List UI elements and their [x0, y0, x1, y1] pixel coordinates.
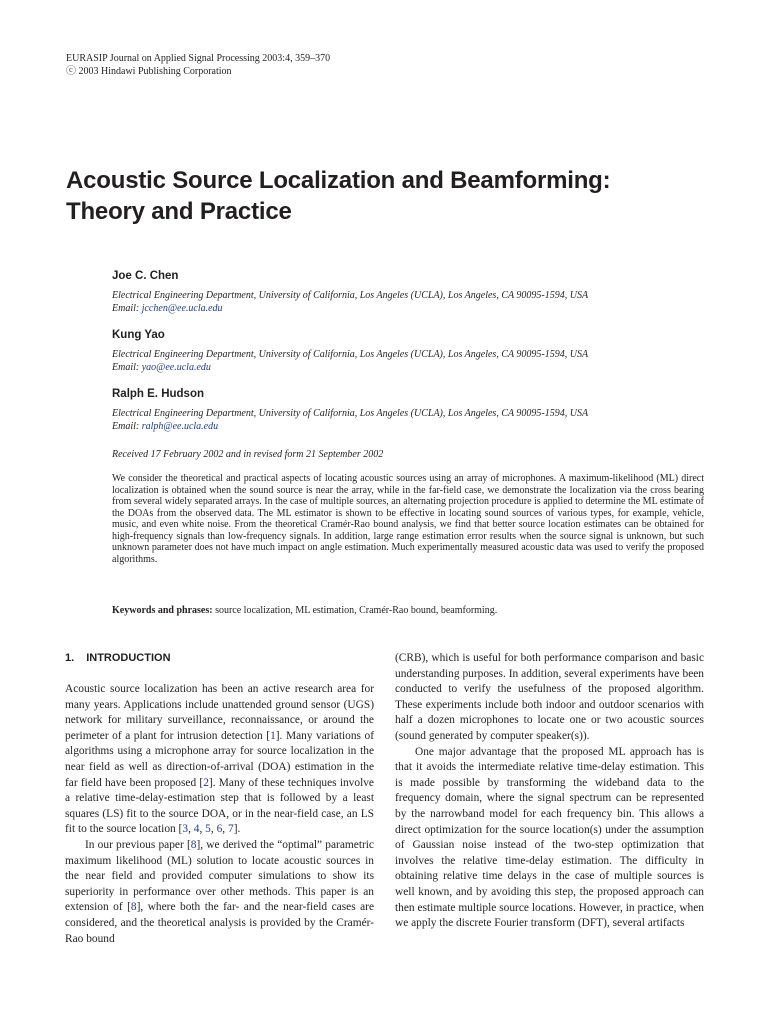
intro-paragraph-3: (CRB), which is useful for both performance comparison and basic understanding purposes. In addition, several experiments have been conducted to verify the usefulness of the proposed algorithm. These experiments include both indoor and outdoor scenarios with half a dozen microphones to locate one or two acoustic sources (sound generated by computer speaker(s)).	[395, 652, 704, 742]
citation-link[interactable]: 8	[130, 901, 137, 914]
text-run: In our previous paper [	[85, 838, 191, 851]
author-affiliation: Electrical Engineering Department, University of California, Los Angeles (UCLA), Los Angeles, CA 90095-1594, USA	[112, 408, 589, 419]
author-email-link[interactable]: ralph@ee.ucla.edu	[141, 420, 219, 432]
abstract: We consider the theoretical and practical aspects of locating acoustic sources using an array of microphones. A maximum-likelihood (ML) direct localization is obtained when the sound source is near the array, while in the far-field case, we demonstrate the localization via the cross bearing from several widely separated arrays. In the case of multiple sources, an alternating projection procedure is applied to determine the ML estimate of the DOAs from the observed data. The ML estimator is shown to be effective in locating sound sources of various types, for example, vehicle, music, and even white noise. From the theoretical Cramér-Rao bound analysis, we find that better source location estimates can be obtained for high-frequency signals than low-frequency signals. In addition, large range estimation error results when the source signal is unknown, but such unknown parameter does not have much impact on angle estimation. Much experimentally measured acoustic data was used to verify the proposed algorithms.	[112, 473, 704, 565]
author-name: Ralph E. Hudson	[112, 388, 204, 400]
section-heading	[65, 651, 374, 666]
author-block	[112, 387, 732, 433]
right-column	[395, 651, 704, 932]
citation-link[interactable]: 3	[182, 823, 189, 836]
author-list	[112, 269, 732, 446]
email-label: Email:	[112, 302, 142, 314]
keywords	[112, 605, 704, 617]
keywords-text: source localization, ML estimation, Cramér-Rao bound, beamforming.	[212, 605, 498, 616]
text-run: ].	[233, 823, 241, 836]
text-run: ]. Many variations of algorithms using a microphone array for source localization in the near field as well as direction-of-arrival (DOA) estimation in the far field have been proposed [	[65, 729, 375, 789]
title-line-1: Acoustic Source Localization and Beamforming:	[66, 167, 611, 194]
paper-title	[66, 165, 706, 227]
author-block	[112, 328, 732, 374]
citation-link[interactable]: 6	[216, 823, 223, 836]
left-column	[65, 651, 374, 947]
author-email-line	[112, 303, 732, 316]
citation-link[interactable]: 1	[270, 729, 276, 742]
author-email-line	[112, 421, 732, 434]
section-number: 1.	[65, 652, 75, 664]
title-line-2: Theory and Practice	[66, 198, 292, 225]
author-block	[112, 269, 732, 315]
intro-paragraph-4: One major advantage that the proposed ML approach has is that it avoids the intermediate relative time-delay estimation. This is made possible by transforming the wideband data to the frequency domain, where the signal spectrum can be represented by the narrowband model for each frequency bin. This allows a direct optimization for the source location(s) under the assumption of Gaussian noise instead of the two-step optimization that involves the relative time-delay estimation. The difficulty in obtaining relative time delays in the case of multiple sources is well known, and by avoiding this step, the proposed approach can then estimate multiple source locations. However, in practice, when we apply the discrete Fourier transform (DFT), several artifacts	[395, 745, 704, 930]
author-name: Kung Yao	[112, 329, 165, 341]
citation-link[interactable]: 5	[205, 823, 211, 836]
citation-link[interactable]: 4	[193, 823, 200, 836]
journal-header	[66, 52, 330, 78]
email-label: Email:	[112, 361, 142, 373]
received-date: Received 17 February 2002 and in revised form 21 September 2002	[112, 449, 384, 460]
citation-link[interactable]: 7	[227, 823, 234, 836]
section-title: INTRODUCTION	[86, 652, 171, 664]
author-email-line	[112, 362, 732, 375]
citation-link[interactable]: 8	[190, 838, 197, 851]
intro-paragraph-2	[65, 838, 374, 947]
text-run: ], where both the far- and the near-field cases are considered, and the theoretical analysis is provided by the Cramér-Rao bound	[65, 901, 374, 945]
citation-link[interactable]: 2	[203, 776, 209, 789]
text-run: Acoustic source localization has been an active research area for many years. Applications include unattended ground sensor (UGS) network for military surveillance, reconnaissance, or around the perimeter of a plant for intrusion detection [	[65, 683, 374, 742]
journal-citation: EURASIP Journal on Applied Signal Processing 2003:4, 359–370	[66, 53, 331, 64]
author-email-link[interactable]: jcchen@ee.ucla.edu	[141, 302, 223, 314]
author-affiliation: Electrical Engineering Department, University of California, Los Angeles (UCLA), Los Angeles, CA 90095-1594, USA	[112, 349, 589, 360]
text-run: ]. Many of these techniques involve a relative time-delay-estimation step that is followed by a least squares (LS) fit to the source DOA, or in the near-field case, an LS fit to the source location [	[65, 776, 374, 836]
copyright-line: ⓒ 2003 Hindawi Publishing Corporation	[66, 66, 232, 77]
intro-paragraph-1: Acoustic source localization has been an active research area for many years. Applications include unattended ground sensor (UGS) network for military surveillance, reconnaissance, or around the perimeter of a plant for intrusion detection [1]. Many variations of algorithms using a microphone array for source localization in the near field as well as direction-of-arrival (DOA) estimation in the far field have been proposed [2]. Many of these techniques involve a relative time-delay-estimation step that is followed by a least squares (LS) fit to the source DOA, or in the near-field case, an LS fit to the source location [3, 4, 5, 6, 7].	[65, 683, 375, 836]
author-email-link[interactable]: yao@ee.ucla.edu	[141, 361, 211, 373]
text-run: ], we derived the “optimal” parametric maximum likelihood (ML) solution to locate acoustic sources in the near field and provided computer simulations to show its superiority in performance over other methods. This paper is an extension of [	[65, 838, 374, 914]
author-affiliation: Electrical Engineering Department, University of California, Los Angeles (UCLA), Los Angeles, CA 90095-1594, USA	[112, 290, 589, 301]
author-name: Joe C. Chen	[112, 270, 179, 282]
email-label: Email:	[112, 420, 142, 432]
keywords-label: Keywords and phrases:	[112, 605, 213, 616]
